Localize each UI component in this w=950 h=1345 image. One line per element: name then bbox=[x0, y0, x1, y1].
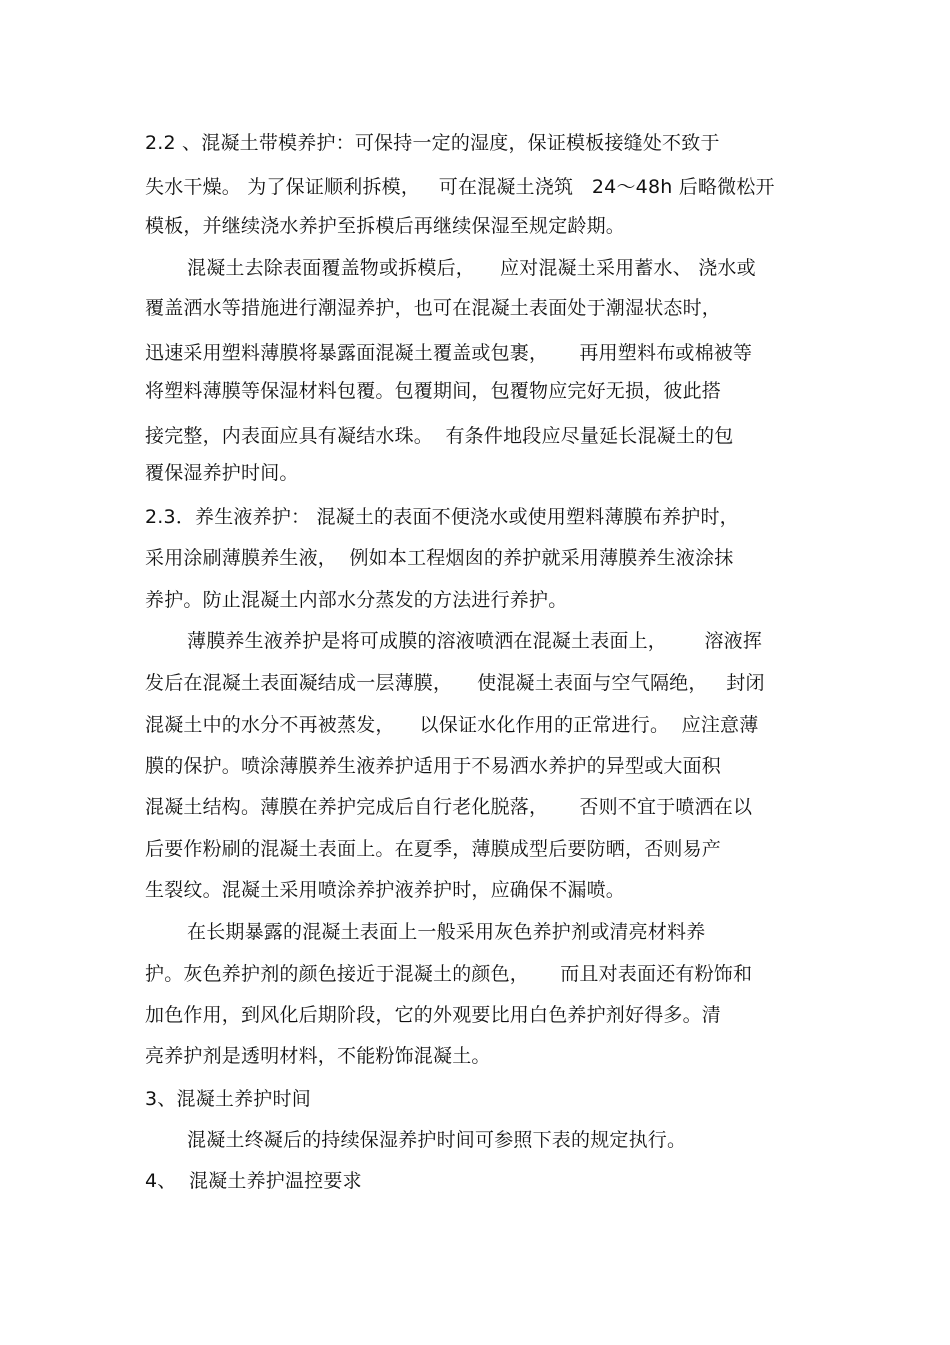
text-line: 模板，并继续浇水养护至拆模后再继续保湿至规定龄期。 bbox=[145, 215, 626, 237]
paragraph-first-line: 薄膜养生液养护是将可成膜的溶液喷洒在混凝土表面上， 溶液挥 bbox=[187, 630, 763, 652]
text-line: 养护。防止混凝土内部水分蒸发的方法进行养护。 bbox=[145, 589, 568, 611]
text-line: 混凝土中的水分不再被蒸发， 以保证水化作用的正常进行。 应注意薄 bbox=[145, 714, 759, 736]
text-line: 亮养护剂是透明材料，不能粉饰混凝土。 bbox=[145, 1045, 491, 1067]
text-line: 加色作用，到风化后期阶段，它的外观要比用白色养护剂好得多。清 bbox=[145, 1004, 722, 1026]
text-line: 后要作粉刷的混凝土表面上。在夏季，薄膜成型后要防晒，否则易产 bbox=[145, 838, 722, 860]
text-line: 膜的保护。喷涂薄膜养生液养护适用于不易洒水养护的异型或大面积 bbox=[145, 755, 722, 777]
text-line: 护。灰色养护剂的颜色接近于混凝土的颜色， 而且对表面还有粉饰和 bbox=[145, 963, 753, 985]
text-line: 采用涂刷薄膜养生液， 例如本工程烟囱的养护就采用薄膜养生液涂抹 bbox=[145, 547, 734, 569]
text-line: 混凝土结构。薄膜在养护完成后自行老化脱落， 否则不宜于喷洒在以 bbox=[145, 796, 753, 818]
text-line: 将塑料薄膜等保湿材料包覆。包覆期间，包覆物应完好无损，彼此搭 bbox=[145, 380, 722, 402]
text-line: 覆保湿养护时间。 bbox=[145, 462, 299, 484]
section-4-heading: 4、 混凝土养护温控要求 bbox=[145, 1170, 362, 1192]
text-line: 接完整，内表面应具有凝结水珠。 有条件地段应尽量延长混凝土的包 bbox=[145, 425, 734, 447]
text-line: 生裂纹。混凝土采用喷涂养护液养护时，应确保不漏喷。 bbox=[145, 879, 626, 901]
text-line: 发后在混凝土表面凝结成一层薄膜， 使混凝土表面与空气隔绝， 封闭 bbox=[145, 672, 765, 694]
paragraph-first-line: 混凝土去除表面覆盖物或拆模后， 应对混凝土采用蓄水、 浇水或 bbox=[187, 257, 756, 279]
paragraph-first-line: 混凝土终凝后的持续保湿养护时间可参照下表的规定执行。 bbox=[187, 1129, 687, 1151]
paragraph-first-line: 在长期暴露的混凝土表面上一般采用灰色养护剂或清亮材料养 bbox=[187, 921, 706, 943]
text-line: 失水干燥。 为了保证顺利拆模， 可在混凝土浇筑 24～48h 后略微松开 bbox=[145, 176, 775, 198]
section-3-heading: 3、混凝土养护时间 bbox=[145, 1088, 311, 1110]
text-line: 迅速采用塑料薄膜将暴露面混凝土覆盖或包裹， 再用塑料布或棉被等 bbox=[145, 342, 753, 364]
section-2-2-heading-line: 2.2 、混凝土带模养护：可保持一定的湿度，保证模板接缝处不致于 bbox=[145, 132, 720, 154]
text-line: 覆盖洒水等措施进行潮湿养护，也可在混凝土表面处于潮湿状态时， bbox=[145, 297, 722, 319]
section-2-3-heading-line: 2.3．养生液养护： 混凝土的表面不便浇水或使用塑料薄膜布养护时， bbox=[145, 506, 739, 528]
